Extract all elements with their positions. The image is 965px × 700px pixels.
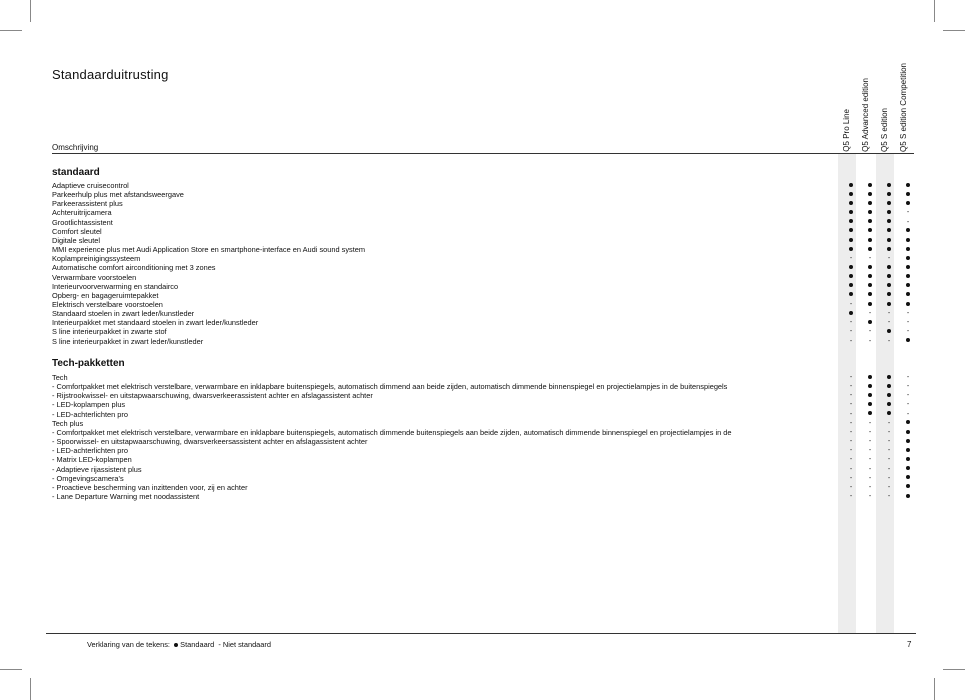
standard-dot-icon xyxy=(880,382,898,391)
row-label: Verwarmbare voorstoelen xyxy=(52,272,137,282)
table-row xyxy=(52,318,914,327)
header-rule xyxy=(52,153,914,154)
standard-dot-icon xyxy=(899,245,917,254)
standard-dot-icon xyxy=(861,208,879,217)
table-row xyxy=(52,218,914,227)
standard-dot-icon xyxy=(899,428,917,437)
table-row xyxy=(52,254,914,263)
table-row xyxy=(52,391,914,400)
not-standard-mark: - xyxy=(868,419,872,427)
not-standard-mark: - xyxy=(868,483,872,491)
standard-dot-icon xyxy=(880,300,898,309)
row-label: Comfort sleutel xyxy=(52,226,102,236)
table-row xyxy=(52,190,914,199)
table-row xyxy=(52,492,914,501)
standard-dot-icon xyxy=(899,227,917,236)
standard-dot-icon xyxy=(899,446,917,455)
standard-dot-icon xyxy=(861,218,879,227)
not-standard-mark: - xyxy=(906,310,910,318)
table-row xyxy=(52,263,914,272)
row-label: Parkeerhulp plus met afstandsweergave xyxy=(52,190,184,200)
standard-dot-icon xyxy=(880,245,898,254)
table-row xyxy=(52,400,914,409)
not-standard-mark: - xyxy=(906,209,910,217)
standard-dot-icon xyxy=(880,227,898,236)
standard-dot-icon xyxy=(899,483,917,492)
not-standard-mark: - xyxy=(849,255,853,263)
standard-dot-icon xyxy=(861,410,879,419)
not-standard-mark: - xyxy=(849,419,853,427)
table-row xyxy=(52,309,914,318)
page-title: Standaarduitrusting xyxy=(52,67,169,82)
row-label: Achteruitrijcamera xyxy=(52,208,112,218)
standard-dot-icon xyxy=(880,410,898,419)
not-standard-mark: - xyxy=(849,401,853,409)
table-row xyxy=(52,455,914,464)
standard-dot-icon xyxy=(842,291,860,300)
row-label: - LED-koplampen plus xyxy=(52,400,126,410)
table-row xyxy=(52,446,914,455)
row-label: Opberg- en bagageruimtepakket xyxy=(52,290,159,300)
standard-dot-icon xyxy=(861,300,879,309)
not-standard-mark: - xyxy=(868,456,872,464)
not-standard-mark: - xyxy=(868,465,872,473)
standard-dot-icon xyxy=(880,236,898,245)
not-standard-mark: - xyxy=(868,255,872,263)
table-row xyxy=(52,419,914,428)
table-row xyxy=(52,483,914,492)
crop-mark xyxy=(30,678,31,700)
standard-dot-icon xyxy=(899,254,917,263)
not-standard-mark: - xyxy=(868,447,872,455)
not-standard-mark: - xyxy=(849,474,853,482)
not-standard-mark: - xyxy=(887,310,891,318)
row-label: - LED-achterlichten pro xyxy=(52,409,128,419)
table-row xyxy=(52,327,914,336)
not-standard-mark: - xyxy=(887,474,891,482)
standard-dot-icon xyxy=(842,263,860,272)
table-row xyxy=(52,208,914,217)
standard-dot-icon xyxy=(861,391,879,400)
not-standard-mark: - xyxy=(868,438,872,446)
not-standard-mark: - xyxy=(849,447,853,455)
standard-dot-icon xyxy=(880,218,898,227)
standard-dot-icon xyxy=(899,263,917,272)
not-standard-mark: - xyxy=(868,337,872,345)
standard-dot-icon xyxy=(842,245,860,254)
standard-dot-icon xyxy=(861,373,879,382)
crop-mark xyxy=(943,669,965,670)
not-standard-mark: - xyxy=(887,465,891,473)
not-standard-mark: - xyxy=(868,474,872,482)
not-standard-mark: - xyxy=(906,319,910,327)
standard-dot-icon xyxy=(880,181,898,190)
legend xyxy=(87,640,271,649)
standard-dot-icon xyxy=(861,227,879,236)
legend-standard: Standaard xyxy=(180,640,215,649)
table-row xyxy=(52,300,914,309)
row-label: Parkeerassistent plus xyxy=(52,199,123,209)
standard-dot-icon xyxy=(861,282,879,291)
not-standard-mark: - xyxy=(868,428,872,436)
row-label: Grootlichtassistent xyxy=(52,217,113,227)
not-standard-mark: - xyxy=(849,319,853,327)
standard-dot-icon xyxy=(861,382,879,391)
standard-dot-icon xyxy=(880,273,898,282)
standard-dot-icon xyxy=(842,273,860,282)
standard-dot-icon xyxy=(880,327,898,336)
standard-dot-icon xyxy=(842,236,860,245)
standard-dot-icon xyxy=(899,300,917,309)
standard-dot-icon xyxy=(899,291,917,300)
not-standard-mark: - xyxy=(906,328,910,336)
not-standard-mark: - xyxy=(887,419,891,427)
legend-not-standard: - Niet standaard xyxy=(218,640,271,649)
not-standard-mark: - xyxy=(887,456,891,464)
not-standard-mark: - xyxy=(887,492,891,500)
row-label: - Proactieve bescherming van inzittenden voor, zij en achter xyxy=(52,482,248,492)
standard-dot-icon xyxy=(899,419,917,428)
standard-dot-icon xyxy=(899,437,917,446)
not-standard-mark: - xyxy=(849,392,853,400)
not-standard-mark: - xyxy=(887,319,891,327)
row-label: - Comfortpakket met elektrisch verstelbare, verwarmbare en inklapbare buitenspiegels, automatisch dimmende buitenspiegels aan beide zijden, automatisch dimmende binnenspiegel en projectielampjes in de xyxy=(52,427,732,437)
standard-dot-icon xyxy=(842,190,860,199)
standard-dot-icon xyxy=(880,263,898,272)
row-label: Koplampreinigingssysteem xyxy=(52,254,141,264)
standard-dot-icon xyxy=(842,199,860,208)
not-standard-mark: - xyxy=(906,401,910,409)
table-row xyxy=(52,410,914,419)
row-label: Elektrisch verstelbare voorstoelen xyxy=(52,299,163,309)
standard-dot-icon xyxy=(899,455,917,464)
not-standard-mark: - xyxy=(868,328,872,336)
not-standard-mark: - xyxy=(906,374,910,381)
not-standard-mark: - xyxy=(887,438,891,446)
row-label: Adaptieve cruisecontrol xyxy=(52,181,129,190)
table-row xyxy=(52,337,914,346)
table-row xyxy=(52,465,914,474)
standard-dot-icon xyxy=(842,208,860,217)
not-standard-mark: - xyxy=(887,483,891,491)
row-label: S line interieurpakket in zwarte stof xyxy=(52,327,167,337)
standard-dot-icon xyxy=(880,282,898,291)
standard-dot-icon xyxy=(861,291,879,300)
standard-dot-icon xyxy=(899,492,917,501)
not-standard-mark: - xyxy=(849,428,853,436)
not-standard-mark: - xyxy=(887,428,891,436)
standard-dot-icon xyxy=(880,208,898,217)
row-label: Digitale sleutel xyxy=(52,235,101,245)
table-row xyxy=(52,199,914,208)
row-label: - Omgevingscamera's xyxy=(52,473,124,483)
row-label: Tech xyxy=(52,373,68,382)
table-row xyxy=(52,245,914,254)
not-standard-mark: - xyxy=(887,337,891,345)
not-standard-mark: - xyxy=(906,410,910,418)
standard-dot-icon xyxy=(899,465,917,474)
not-standard-mark: - xyxy=(849,337,853,345)
not-standard-mark: - xyxy=(906,392,910,400)
row-label: - Comfortpakket met elektrisch verstelbare, verwarmbare en inklapbare buitenspiegels, automatisch dimmend aan beide zijden, automatisch dimmende binnenspiegel en projectielampjes in de buitenspiegels xyxy=(52,382,728,392)
standard-dot-icon xyxy=(861,263,879,272)
standard-dot-icon xyxy=(842,227,860,236)
not-standard-mark: - xyxy=(849,483,853,491)
page-number: 7 xyxy=(907,640,912,649)
standard-dot-icon xyxy=(899,236,917,245)
table-row xyxy=(52,236,914,245)
standard-dot-icon xyxy=(861,236,879,245)
standard-dot-icon xyxy=(880,400,898,409)
table-row xyxy=(52,282,914,291)
standard-dot-icon xyxy=(842,181,860,190)
not-standard-mark: - xyxy=(849,438,853,446)
crop-mark xyxy=(943,30,965,31)
crop-mark xyxy=(934,678,935,700)
not-standard-mark: - xyxy=(906,383,910,391)
table-row xyxy=(52,373,914,382)
standard-dot-icon xyxy=(880,373,898,382)
not-standard-mark: - xyxy=(849,328,853,336)
row-label: Tech plus xyxy=(52,418,84,428)
row-label: - Matrix LED-koplampen xyxy=(52,455,132,465)
standard-dot-icon xyxy=(861,199,879,208)
row-label: - Rijstrookwissel- en uitstapwaarschuwing, dwarsverkeerassistent achter en afslagassistent achter xyxy=(52,391,373,401)
not-standard-mark: - xyxy=(868,492,872,500)
crop-mark xyxy=(0,30,22,31)
not-standard-mark: - xyxy=(849,465,853,473)
standard-dot-icon xyxy=(861,400,879,409)
standard-dot-icon xyxy=(880,291,898,300)
not-standard-mark: - xyxy=(887,255,891,263)
row-label: Standaard stoelen in zwart leder/kunstleder xyxy=(52,309,195,319)
description-column-label: Omschrijving xyxy=(52,143,99,152)
table-row xyxy=(52,291,914,300)
row-label: - Spoorwissel- en uitstapwaarschuwing, dwarsverkeersassistent achter en afslagassistent achter xyxy=(52,437,368,447)
table-row xyxy=(52,227,914,236)
standard-dot-icon xyxy=(899,199,917,208)
table-row xyxy=(52,428,914,437)
not-standard-mark: - xyxy=(849,410,853,418)
standard-dot-icon xyxy=(899,181,917,190)
row-label: Interieurvoorverwarming en standairco xyxy=(52,281,179,291)
not-standard-mark: - xyxy=(849,374,853,381)
row-label: - Adaptieve rijassistent plus xyxy=(52,464,142,474)
not-standard-mark: - xyxy=(887,447,891,455)
not-standard-mark: - xyxy=(849,456,853,464)
footer-rule xyxy=(46,633,916,634)
standard-dot-icon xyxy=(899,474,917,483)
table-row xyxy=(52,181,914,190)
standard-dot-icon xyxy=(861,181,879,190)
row-label: - LED-achterlichten pro xyxy=(52,446,128,456)
not-standard-mark: - xyxy=(849,492,853,500)
standard-dot-icon xyxy=(842,218,860,227)
row-label: - Lane Departure Warning met noodassistent xyxy=(52,491,200,501)
section-heading: Tech-pakketten xyxy=(52,358,125,369)
legend-prefix: Verklaring van de tekens: xyxy=(87,640,170,649)
standard-dot-icon xyxy=(861,273,879,282)
standard-dot-icon xyxy=(861,245,879,254)
standard-dot-icon xyxy=(880,190,898,199)
row-label: Automatische comfort airconditioning met 3 zones xyxy=(52,263,216,273)
standard-dot-icon xyxy=(842,309,860,318)
crop-mark xyxy=(0,669,22,670)
table-row xyxy=(52,437,914,446)
standard-dot-icon xyxy=(880,199,898,208)
standard-dot-icon xyxy=(899,273,917,282)
standard-dot-icon xyxy=(880,391,898,400)
standard-dot-icon xyxy=(899,282,917,291)
not-standard-mark: - xyxy=(868,310,872,318)
standard-dot-icon xyxy=(899,337,917,346)
row-label: MMI experience plus met Audi Application Store en smartphone-interface en Audi sound system xyxy=(52,245,366,255)
table-row xyxy=(52,474,914,483)
standard-dot-icon xyxy=(861,190,879,199)
standard-dot-icon xyxy=(861,318,879,327)
standard-dot-icon xyxy=(174,643,178,647)
standard-dot-icon xyxy=(842,282,860,291)
crop-mark xyxy=(934,0,935,22)
row-label: Interieurpakket met standaard stoelen in zwart leder/kunstleder xyxy=(52,318,259,328)
table-row xyxy=(52,382,914,391)
not-standard-mark: - xyxy=(849,383,853,391)
crop-mark xyxy=(30,0,31,22)
section-heading: standaard xyxy=(52,167,100,178)
not-standard-mark: - xyxy=(906,218,910,226)
not-standard-mark: - xyxy=(849,300,853,308)
table-row xyxy=(52,273,914,282)
standard-dot-icon xyxy=(899,190,917,199)
row-label: S line interieurpakket in zwart leder/kunstleder xyxy=(52,336,204,346)
